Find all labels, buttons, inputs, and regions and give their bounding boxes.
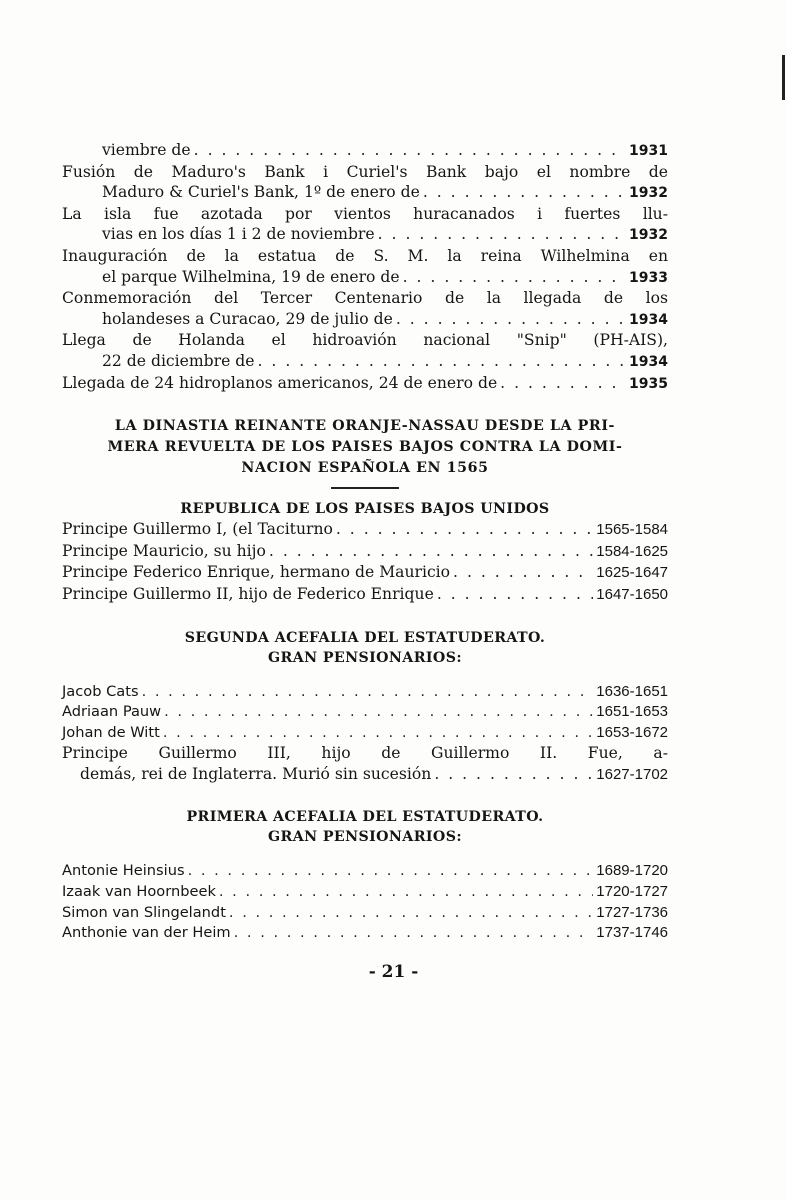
ruler-name: Principe Federico Enrique, hermano de Mauricio (62, 563, 451, 582)
entry-year: 1934 (629, 311, 668, 328)
section-title-line: SEGUNDA ACEFALIA DEL ESTATUDERATO. (184, 629, 546, 646)
entry-last-line (62, 140, 668, 162)
entry-text: Maduro & Curiel's Bank, 1º de enero de (102, 183, 420, 202)
entry-last-line (62, 351, 668, 373)
entry-year: 1933 (629, 269, 668, 286)
section-title-line: PRIMERA ACEFALIA DEL ESTATUDERATO. (186, 809, 544, 826)
ruler-years: 1720-1727 (596, 883, 668, 901)
ruler-row (62, 764, 668, 786)
main-heading-line: LA DINASTIA REINANTE ORANJE-NASSAU DESDE LA PRI- (114, 418, 616, 435)
ruler-row (62, 923, 668, 944)
ruler-years: 1651-1653 (596, 703, 668, 721)
ruler-name: Jacob Cats (62, 682, 139, 700)
section-title-line: GRAN PENSIONARIOS: (268, 649, 462, 666)
dot-leader (423, 182, 626, 203)
sections-container (62, 499, 668, 944)
entry-last-line (62, 373, 668, 395)
entry-text-line: Llega de Holanda el hidroavión nacional "Snip" (PH-AIS), (62, 331, 668, 350)
main-heading (62, 416, 668, 479)
main-heading-line: MERA REVUELTA DE LOS PAISES BAJOS CONTRA LA DOMI- (107, 439, 623, 456)
dot-leader (188, 861, 594, 882)
dot-leader (403, 267, 626, 288)
dot-leader (164, 702, 593, 723)
section-title (62, 499, 668, 519)
ruler-row (62, 903, 668, 924)
entry-year: 1935 (629, 375, 668, 392)
entry-text: 22 de diciembre de (102, 351, 255, 370)
ruler-name: Izaak van Hoornbeek (62, 883, 216, 901)
entry-text: Llegada de 24 hidroplanos americanos, 24 de enero de (62, 373, 498, 392)
ruler-years: 1636-1651 (596, 682, 668, 700)
ruler-name: Simon van Slingelandt (62, 903, 226, 921)
dot-leader (453, 562, 593, 583)
dot-leader (229, 903, 593, 924)
chronology-entry (62, 204, 668, 246)
dot-leader (219, 882, 593, 903)
page-number: - 21 - (368, 962, 419, 982)
entry-text: el parque Wilhelmina, 19 de enero de (102, 267, 400, 286)
entry-year: 1931 (629, 143, 668, 159)
dot-leader (437, 584, 593, 605)
entry-text-line: Conmemoración del Tercer Centenario de la llegada de los (62, 289, 668, 308)
ruler-row (62, 723, 668, 744)
chronology-entry (62, 162, 668, 204)
chronology-list (62, 140, 668, 394)
chronology-entry (62, 373, 668, 395)
dot-leader (396, 309, 626, 330)
ruler-name: demás, rei de Inglaterra. Murió sin sucesión (80, 764, 432, 783)
page-edge-mark (782, 55, 785, 100)
entry-year: 1932 (629, 185, 668, 202)
ruler-section (62, 499, 668, 605)
dot-leader (163, 723, 593, 744)
entry-last-line (62, 182, 668, 204)
ruler-years: 1565-1584 (596, 521, 668, 539)
entry-text: vias en los días 1 i 2 de noviembre (102, 225, 375, 244)
ruler-name: Johan de Witt (62, 723, 160, 741)
ruler-years: 1625-1647 (596, 564, 668, 582)
ruler-name: Antonie Heinsius (62, 862, 185, 880)
ruler-row (62, 702, 668, 723)
section-title-line: REPUBLICA DE LOS PAISES BAJOS UNIDOS (180, 501, 550, 518)
ruler-row (62, 562, 668, 584)
entry-text: viembre de (102, 141, 191, 159)
entry-text-line: La isla fue azotada por vientos huracanados i fuertes llu- (62, 204, 668, 223)
ruler-row (62, 682, 668, 703)
document-page (62, 140, 668, 966)
ruler-name: Principe Guillermo I, (el Taciturno (62, 520, 333, 539)
dot-leader (269, 541, 593, 562)
ruler-name: Adriaan Pauw (62, 703, 162, 721)
entry-text-line: Inauguración de la estatua de S. M. la reina Wilhelmina en (62, 246, 668, 265)
ruler-row (62, 861, 668, 882)
dot-leader (434, 764, 593, 785)
dot-leader (258, 351, 627, 372)
ruler-row (62, 541, 668, 563)
ruler-section (62, 807, 668, 943)
ruler-years: 1627-1702 (596, 765, 668, 783)
section-title (62, 807, 668, 847)
dot-leader (234, 923, 594, 944)
entry-year: 1934 (629, 353, 668, 370)
ruler-row (62, 584, 668, 606)
ruler-years: 1584-1625 (596, 542, 668, 560)
ruler-section (62, 628, 668, 786)
dot-leader (378, 224, 626, 245)
divider-rule (331, 487, 399, 489)
chronology-entry (62, 140, 668, 162)
entry-text: holandeses a Curacao, 29 de julio de (102, 309, 393, 328)
dot-leader (500, 373, 626, 394)
entry-text-line: Fusión de Maduro's Bank i Curiel's Bank bajo el nombre de (62, 162, 668, 181)
section-title-line: GRAN PENSIONARIOS: (268, 829, 462, 846)
ruler-years: 1727-1736 (596, 903, 668, 921)
chronology-entry (62, 246, 668, 288)
dot-leader (194, 140, 626, 161)
chronology-entry (62, 330, 668, 372)
ruler-row (62, 882, 668, 903)
ruler-text-line: Principe Guillermo III, hijo de Guillermo II. Fue, a- (62, 744, 668, 763)
ruler-years: 1737-1746 (596, 924, 668, 942)
ruler-row (62, 519, 668, 541)
entry-last-line (62, 224, 668, 246)
entry-year: 1932 (629, 227, 668, 244)
ruler-years: 1689-1720 (596, 862, 668, 880)
ruler-name: Anthonie van der Heim (62, 924, 231, 942)
ruler-years: 1653-1672 (596, 723, 668, 741)
dot-leader (336, 519, 593, 540)
entry-last-line (62, 267, 668, 289)
ruler-years: 1647-1650 (596, 585, 668, 603)
entry-last-line (62, 309, 668, 331)
ruler-name: Principe Mauricio, su hijo (62, 541, 266, 560)
dot-leader (142, 682, 594, 703)
main-heading-line: NACION ESPAÑOLA EN 1565 (241, 460, 489, 477)
section-title (62, 628, 668, 668)
ruler-name: Principe Guillermo II, hijo de Federico Enrique (62, 584, 434, 603)
chronology-entry (62, 288, 668, 330)
